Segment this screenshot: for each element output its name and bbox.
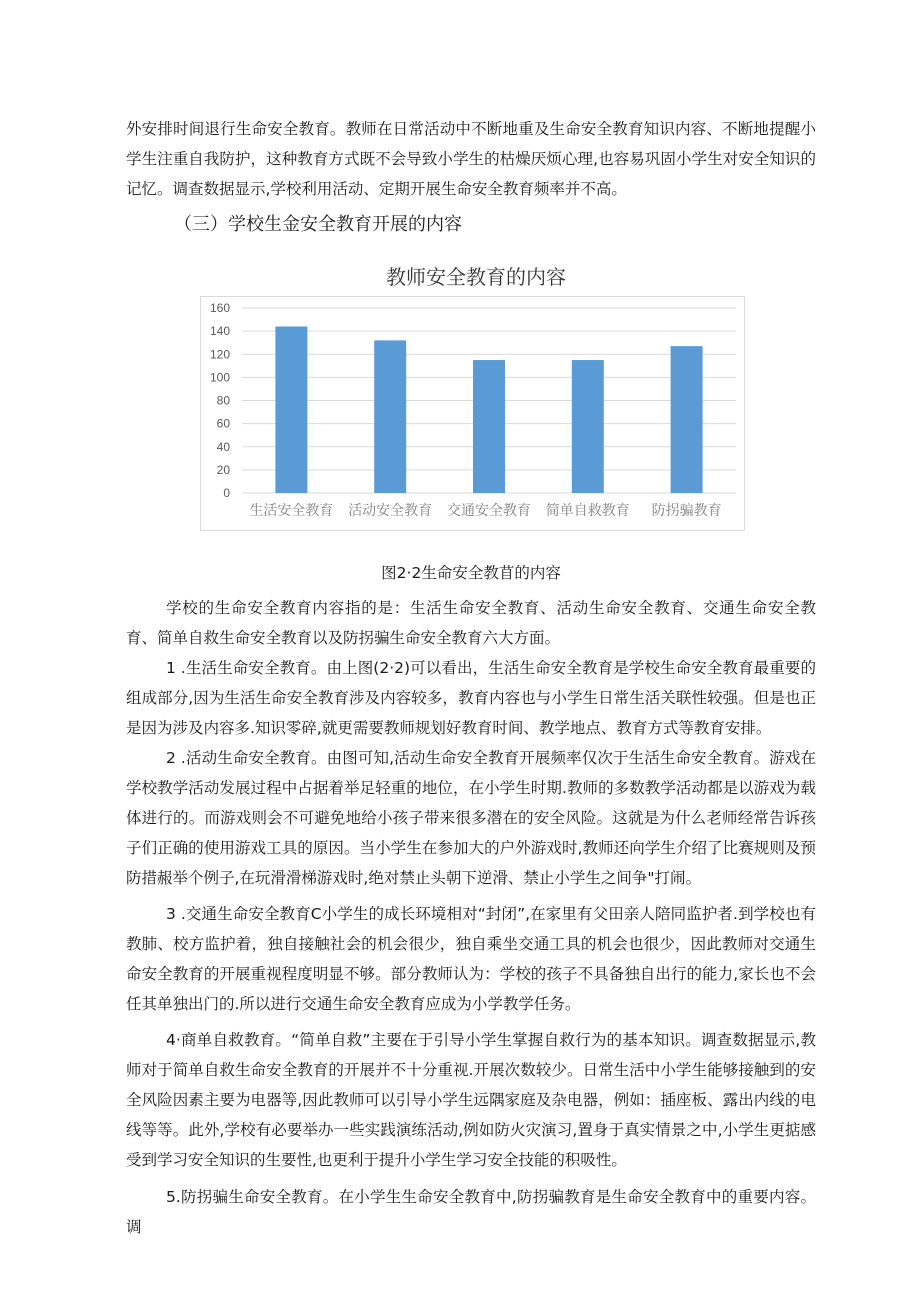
bar [572,360,604,493]
x-tick-label: 生活安全教育 [249,503,334,519]
figure-caption: 图2·2生命安全教苜的内容 [381,564,561,582]
paragraph-item-5: 5.防拐骗生命安全教育。在小学生生命安全教育中,防拐骗教育是生命安全教育中的重要内容。调 [126,1188,816,1236]
bar [374,340,406,493]
bar [275,327,307,494]
y-tick-label: 120 [209,347,230,362]
y-tick-label: 60 [216,416,230,431]
bar [671,346,703,493]
paragraph-overview: 学校的生命安全教育内容指的是：生活生命安全教育、活动生命安全教育、交通生命安全教育、简单自救生命安全教育以及防拐骗生命安全教育六大方面。 [126,599,816,647]
paragraph-item-3: 3 .交通生命安全教育C小学生的成长环境相对“封闭”,在家里有父田亲人陪同监护者.到学校也有教肺、校方监护着，独自接触社会的机会很少，独自乘坐交通工具的机会也很少，因此教师对交通生命安全教育的开展重视程度明显不够。部分教师认为：学校的孩子不具备独自出行的能力,家长也不会任其单独出门的.所以进行交通生命安全教育应成为小学教学任务。 [126,905,816,1013]
paragraph-item-2: 2 .活动生命安全教育。由图可知,活动生命安全教育开展频率仅次于生活生命安全教育。游戏在学校教学活动发展过程中占据着举足轻重的地位，在小学生时期.教师的多数教学活动都是以游戏为载体进行的。而游戏则会不可避免地给小孩子带来很多潜在的安全风险。这就是为什么老师经常告诉孩子们正确的使用游戏工具的原因。当小学生在参加大的户外游戏时,教师还向学生介绍了比赛规则及预防措赧举个例子,在玩滑滑梯游戏时,绝对禁止头朝下逆滑、禁止小学生之间争"打闹。 [126,749,816,887]
paragraph-item-1: 1 .生活生命安全教育。由上图(2·2)可以看出，生活生命安全教育是学校生命安全教育最重要的组成部分,因为生活生命安全教育涉及内容较多，教育内容也与小学生日常生活关联性较强。但是也正是因为涉及内容多.知识零碎,就更需要教师规划好教育时间、教学地点、教育方式等教育安排。 [126,659,816,737]
y-tick-label: 40 [216,439,230,454]
x-tick-label: 交通安全教育 [447,503,531,519]
y-tick-label: 0 [223,486,230,500]
bar [473,360,505,493]
x-tick-label: 活动安全教育 [348,503,433,519]
x-tick-label: 简单自救教育 [545,503,630,519]
y-tick-label: 20 [216,462,230,477]
y-tick-label: 80 [216,393,230,408]
paragraph-intro: 外安排时间退行生命安全教育。教师在日常活动中不断地重及生命安全教育知识内容、不断地提醒小学生注重自我防护，这种教育方式既不会导致小学生的枯燥厌烦心理,也容易巩固小学生对安全知识的记忆。调查数据显示,学校利用活动、定期开展生命安全教育频率并不高。 [126,120,816,198]
chart-title: 教师安全教育的内容 [386,265,566,289]
y-tick-label: 100 [209,370,230,385]
y-tick-label: 160 [209,301,230,315]
y-tick-label: 140 [209,324,230,339]
paragraph-item-4: 4·商单自救教育。“简单自救”主要在于引导小学生掌握自救行为的基本知识。调查数据显示,教师对于简单自救生命安全教育的开展并不十分重视.开展次数较少。日常生活中小学生能够接触到的安全风险因素主要为电器等,因此教师可以引导小学生远隅家庭及杂电器，例如：插座板、露出内线的电线等等。此外,学校有必要举办一些实践演练活动,例如防火灾演习,置身于真实情景之中,小学生更掂感受到学习安全知识的生要性,也更利于提升小学生学习安全技能的积吸性。 [126,1031,816,1169]
bar-chart [200,296,745,531]
section-heading: （三）学校生金安全教育开展的内容 [174,214,462,235]
x-tick-label: 防拐骗教育 [651,503,722,519]
